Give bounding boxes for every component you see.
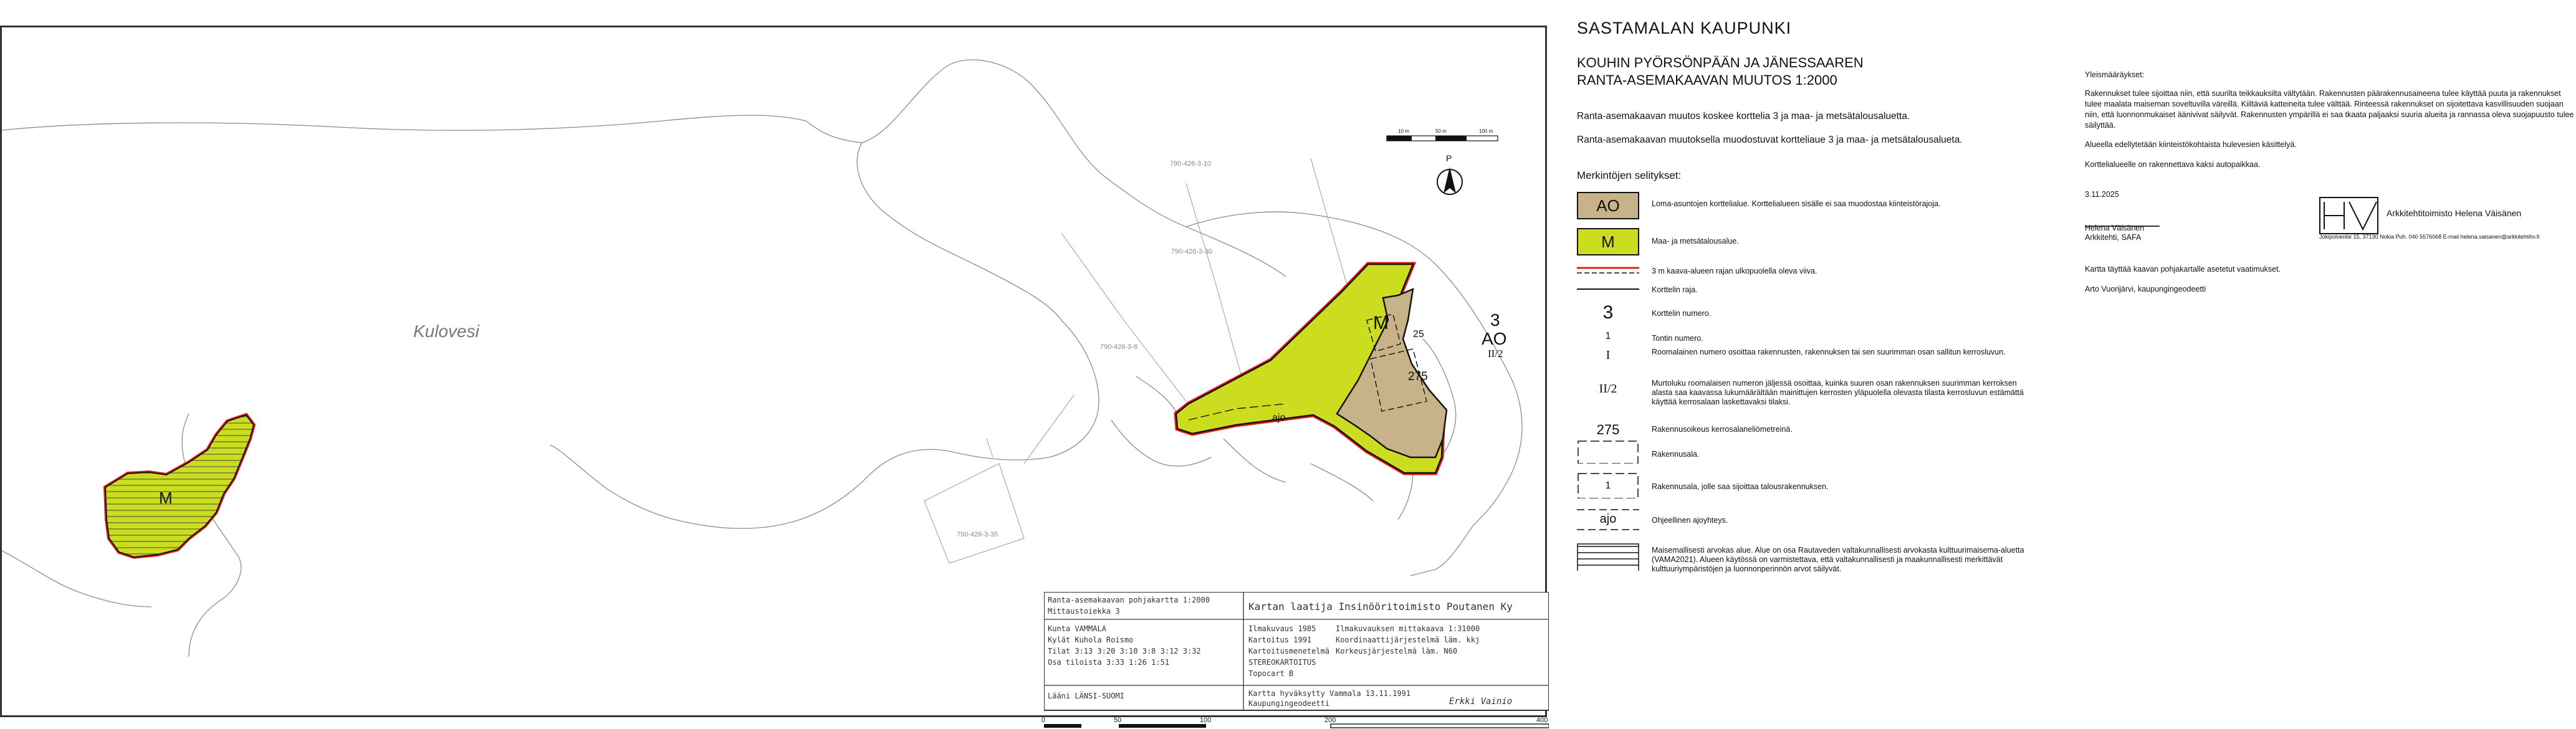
tb-kartoitus: Kartoitus 1991 <box>1248 636 1312 644</box>
tb-tarkkuus: Ilmakuvauksen mittakaava 1:31000 <box>1336 624 1480 633</box>
signer-name: Helena Väisänen <box>2085 224 2145 232</box>
tb-ilmakuvaus: Ilmakuvaus 1985 <box>1248 624 1316 633</box>
landscape-hatch-symbol <box>1577 543 1639 571</box>
legend-text: Ohjeellinen ajoyhteys. <box>1652 516 1728 525</box>
legend-text: Rakennusoikeus kerrosalaneliömetreinä. <box>1652 425 1793 434</box>
parcel-label: 790-426-3-8 <box>1100 343 1137 351</box>
symbol-text: 1 <box>1605 480 1611 491</box>
signer-title: Arkkitehti, SAFA <box>2085 233 2142 242</box>
floor-area-large: 275 <box>1408 370 1428 383</box>
parcel-label: 790-426-3-35 <box>957 531 998 538</box>
legend-text: Tontin numero. <box>1652 334 1703 343</box>
city-title: SASTAMALAN KAUPUNKI <box>1577 19 1792 37</box>
plan-description-1: Ranta-asemakaavan muutos koskee korttelia 3 ja maa- ja metsätalousaluetta. <box>1577 111 1910 122</box>
legend-item-landscape <box>1577 543 2026 571</box>
scale-label: 100 m <box>1479 128 1493 134</box>
legend-text: Maisemallisesti arvokas alue. Alue on osa Rautaveden valtakunnallisesti arvokasta kulttuurimaisema-aluetta (VAMA2021). Alueen käytössä on varmistettava, että valtakunnallisesti ja maakunnallisesti merkittävät kulttuuriympäristöjen ja luonnonperinnön arvot säilyvät. <box>1652 546 2024 573</box>
zone-m-right-label: M <box>1373 313 1389 333</box>
symbol-text: ajo <box>1599 512 1617 526</box>
zone-ao-label: AO <box>1482 329 1507 348</box>
plan-title-line1: KOUHIN PYÖRSÖNPÄÄN JA JÄNESSAAREN <box>1577 55 1864 70</box>
regulation-text: Korttelialueelle on rakennettava kaksi autopaikkaa. <box>2085 160 2261 169</box>
legend-text: Murtoluku roomalaisen numeron jäljessä osoittaa, kuinka suuren osan rakennuksen suurimman kerroksen alasta saa kaavassa lukumäärältään mainittujen kerrosten yläpuolella olevasta tilasta kerrosluvun estämättä käyttää kerrosalaan laskettavaksi tilaksi. <box>1652 379 2024 406</box>
scale-label: 10 m <box>1398 128 1409 134</box>
tb-korkeus: Korkeusjärjestelmä läm. N60 <box>1336 647 1458 655</box>
block-number: 3 <box>1490 310 1500 330</box>
tb-signature: Erkki Vainio <box>1449 697 1513 707</box>
water-label: Kulovesi <box>413 322 479 341</box>
legend-item-storeys <box>1577 343 2026 370</box>
symbol-text: 3 <box>1602 302 1614 323</box>
north-label: P <box>1446 153 1452 163</box>
tb-topocart: Topocart B <box>1248 669 1294 678</box>
tb-scale-label: 400 <box>1536 717 1548 724</box>
plan-title-line2: RANTA-ASEMAKAAVAN MUUTOS 1:2000 <box>1577 72 1837 88</box>
tb-scale-label: 100 <box>1200 717 1212 724</box>
legend-text: Rakennusala. <box>1652 450 1700 459</box>
scale-bar <box>1387 136 1498 141</box>
ao-swatch: AO <box>1577 192 1639 219</box>
symbol-text: 1 <box>1605 331 1611 341</box>
legend-text: Rakennusala, jolle saa sijoittaa talousrakennuksen. <box>1652 482 1829 491</box>
legend-panel <box>1577 0 2026 728</box>
legend-item-outbuilding-area <box>1577 471 2026 498</box>
plan-description-2: Ranta-asemakaavan muutoksella muodostuvat kortteliaue 3 ja maa- ja metsätalousalueta. <box>1577 135 1963 145</box>
regulation-text: Alueella edellytetään kiinteistökohtaista hulevesien käsittelyä. <box>2085 140 2297 149</box>
date: 3.11.2025 <box>2085 190 2119 199</box>
symbol-text: 275 <box>1596 422 1620 437</box>
building-area-symbol <box>1577 436 1639 464</box>
legend-item-m <box>1577 228 2026 255</box>
regulation-text: Rakennukset tulee sijoittaa niin, että suurilta teikkauksilta vältytään. Rakennusten päärakennusaineena tulee käyttää puuta ja rakennukset tulee maalata maiseman soveltuvilla väreillä. Kiiltäviä katteineita tulee välttää. Rinteessä rakennukset on sijoitettava kasvillisuuden suojaan niin, että luonnonmukaiset äänivivat säilyvät. Rakennusten ympärillä ei saa tkaata paljaaksi suuria alueita ja rannassa oleva suojapuusto tulee säilyttää. <box>2085 89 2574 130</box>
tb-geodeetti: Kaupungingeodeetti <box>1248 699 1330 708</box>
title-block <box>1041 592 1549 729</box>
tb-scale-label: 200 <box>1324 717 1336 724</box>
parcel-label: 790-426-3-30 <box>1171 248 1213 255</box>
symbol-text: II/2 <box>1599 382 1617 396</box>
map-requirement: Kartta täyttää kaavan pohjakartalle asetetut vaatimukset. <box>2085 265 2281 274</box>
office-address: Jokipolventie 15, 37130 Nokia Puh. 040 5576068 E-mail helena.vaisanen@arkkitehtihv.fi <box>2319 234 2540 240</box>
legend-item-building-area <box>1577 436 2026 464</box>
tb-kunta: Kunta VAMMALA <box>1048 624 1106 633</box>
zone-m-left[interactable] <box>105 415 254 557</box>
legend-text: Maa- ja metsätalousalue. <box>1652 237 1739 245</box>
symbol-text: I <box>1606 348 1611 362</box>
north-arrow-icon <box>1437 167 1462 194</box>
legend-item-ao <box>1577 192 2026 219</box>
tb-class: Mittaustoiekka 3 <box>1048 607 1120 616</box>
office-name: Arkkitehtitoimisto Helena Väisänen <box>2387 208 2522 218</box>
legend-heading: Merkintöjen selitykset: <box>1577 169 1682 181</box>
geodesist: Arto Vuorijärvi, kaupungingeodeetti <box>2085 285 2206 293</box>
tb-kylat: Kylät Kuhola Roismo <box>1048 636 1134 644</box>
legend-text: Korttelin numero. <box>1652 309 1712 318</box>
m-swatch: M <box>1577 228 1639 255</box>
legend-text: Korttelin raja. <box>1652 285 1698 294</box>
tb-laatija: Kartan laatija Insinööritoimisto Poutanen Ky <box>1248 601 1513 612</box>
tb-hyvaksytty: Kartta hyväksytty Vammala 13.11.1991 <box>1248 689 1411 698</box>
road-label: ajo <box>1272 412 1286 423</box>
storey-label: II/2 <box>1488 348 1503 360</box>
tb-scale-label: 0 <box>1041 717 1046 724</box>
general-regulations-panel <box>2085 0 2576 728</box>
zone-m-left-label: M <box>159 488 173 507</box>
legend-item-fraction <box>1577 376 2026 404</box>
scale-label: 50 m <box>1435 128 1447 134</box>
floor-area-small: 25 <box>1413 329 1424 340</box>
tb-laani: Lääni LÄNSI-SUOMI <box>1048 692 1124 700</box>
tb-basemap: Ranta-asemakaavan pohjakartta 1:2000 <box>1048 596 1210 604</box>
legend-item-road <box>1577 506 2026 533</box>
tb-stereo: STEREOKARTOITUS <box>1248 658 1316 667</box>
parcel-label: 790-426-3-10 <box>1170 160 1212 168</box>
legend-text: 3 m kaava-alueen rajan ulkopuolella oleva viiva. <box>1652 267 1817 275</box>
office-logo-icon <box>2319 197 2378 234</box>
regulations-heading: Yleismääräykset: <box>2085 70 2145 79</box>
tb-tilat: Tilat 3:13 3:20 3:10 3:8 3:12 3:32 <box>1048 647 1201 655</box>
tb-osa: Osa tiloista 3:33 1:26 1:51 <box>1048 658 1170 667</box>
legend-text: Loma-asuntojen korttelialue. Korttelialueen sisälle ei saa muodostaa kiinteistörajoja. <box>1652 199 1941 208</box>
tb-menetelma: Kartoitusmenetelmä <box>1248 647 1330 655</box>
map-frame <box>0 26 1548 724</box>
legend-text: Roomalainen numero osoittaa rakennusten, rakennuksen tai sen suurimman osan sallitun kerrosluvun. <box>1652 348 2006 356</box>
tb-koord: Koordinaattijärjestelmä läm. kkj <box>1336 636 1480 644</box>
tb-scale-label: 50 <box>1114 717 1122 724</box>
